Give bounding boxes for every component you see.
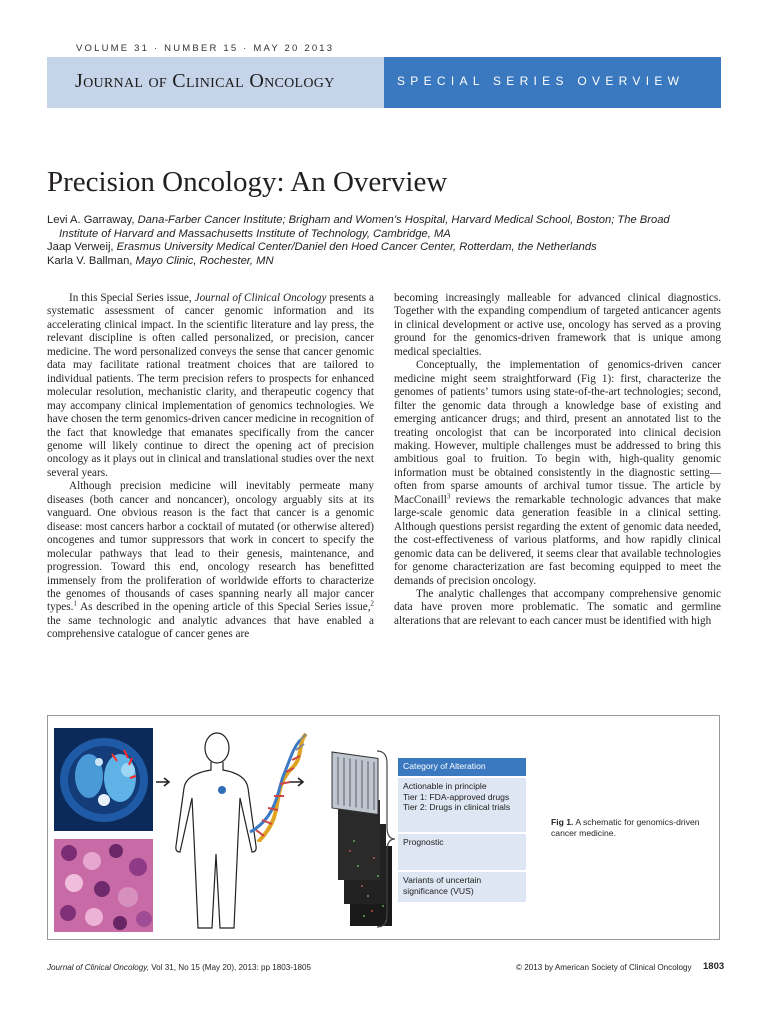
masthead-left-panel — [47, 57, 384, 108]
table-row-actionable — [398, 778, 526, 832]
volume-line: VOLUME 31 · NUMBER 15 · MAY 20 2013 — [76, 43, 335, 54]
body-column-left — [47, 292, 374, 642]
table-row-prognostic — [398, 834, 526, 870]
author-entry — [47, 241, 737, 255]
author-name: Karla V. Ballman, — [47, 254, 133, 267]
series-label: SPECIAL SERIES OVERVIEW — [397, 74, 685, 88]
body-paragraph: In this Special Series issue, Journal of Clinical Oncology presents a systematic assessment of cancer genomic information and its accelerating clinical impact. In the scientific literature and lay press, the relevant discipline is often called personalized, or precision, cancer medicine. The word personalized conveys the sense that cancer genomic data may facilitate rational treatment choices that are tailored to individual patients. The term precision refers to prospects for enhanced molecular resolution, mechanistic clarity, and therapeutic cogency that may accompany clinical implementation of genomics technologies. We have chosen the term genomics-driven cancer medicine in recognition of the fact that knowledge that emanates specifically from the cancer genome will likely continue to direct the opening act of precision oncology as it plays out in clinical and translational studies over the next several years. — [47, 292, 374, 479]
journal-title-inline: Journal of Clinical Oncology — [194, 292, 327, 304]
row-text: significance (VUS) — [403, 885, 474, 896]
arrow-right-icon — [290, 776, 306, 788]
author-affiliation: Dana-Farber Cancer Institute; Brigham and Women’s Hospital, Harvard Medical School, Boston; The Broad — [137, 214, 670, 226]
figure-1 — [47, 715, 720, 940]
row-text: Actionable in principle — [403, 781, 487, 791]
article-title: Precision Oncology: An Overview — [47, 166, 448, 198]
page-number: 1803 — [703, 961, 725, 972]
row-text: Tier 1: FDA-approved drugs — [403, 791, 510, 802]
body-paragraph: becoming increasingly malleable for advanced clinical diagnostics. Together with the expanding compendium of targeted anticancer agents in clinical development or active use, oncology has served as a proving ground for the genomics-driven framework that is unique among medical specialties. — [394, 292, 721, 358]
table-row-vus — [398, 872, 526, 902]
footer-citation — [47, 963, 311, 972]
author-affiliation: Mayo Clinic, Rochester, MN — [135, 254, 274, 267]
row-text: Variants of uncertain — [403, 875, 482, 885]
author-name: Levi A. Garraway, — [47, 214, 135, 226]
journal-name: Journal of Clinical Oncology — [75, 70, 335, 92]
author-affiliation-continued: Institute of Harvard and Massachusetts Institute of Technology, Cambridge, MA — [59, 227, 451, 240]
caption-label: Fig 1. — [551, 817, 574, 827]
reference-marker: 2 — [370, 599, 374, 608]
bracket-icon — [373, 749, 397, 929]
alteration-category-table — [398, 758, 526, 902]
author-entry — [47, 214, 737, 228]
body-column-right — [394, 292, 721, 628]
table-header: Category of Alteration — [398, 758, 526, 776]
histology-image — [54, 839, 153, 932]
row-text: Tier 2: Drugs in clinical trials — [403, 802, 511, 812]
row-text: Prognostic — [403, 837, 444, 847]
author-entry — [47, 255, 737, 269]
ct-scan-image — [54, 728, 153, 831]
masthead-right-panel — [384, 57, 721, 108]
author-name: Jaap Verweij, — [47, 241, 114, 254]
body-paragraph: Although precision medicine will inevitably permeate many diseases (both cancer and noncancer), oncology arguably sits at its vanguard. One obvious reason is the fact that cancer is a genomic disease: most cancers harbor a cocktail of mutated (or otherwise altered) oncogenes and tumor suppressors that work in concert to specify the molecular pathways that lead to their genesis, maintenance, and progression. Toward this end, oncology research has benefitted immensely from the proliferation of worldwide efforts to characterize the genomes of thousands of cases spanning nearly all major cancer types.$^1$ As described in the opening article of this Special Series issue,$^2$ the same technologic and analytic advances that have enabled a comprehensive catalogue of cancer genes are — [47, 480, 374, 641]
reference-marker: 1 — [73, 599, 77, 608]
body-paragraph: Conceptually, the implementation of genomics-driven cancer medicine might seem straightforward (Fig 1): first, characterize the genomes of patients’ tumors using state-of-the-art technologies; second, filter the genomic data through a knowledge base of existing and emerging anticancer drugs; and third, present an annotated list to the treating oncologist that can be incorporated into clinical decision making. However, multiple challenges must be addressed to bring this ambitious goal to fruition. To begin with, high-quality genomic information must be obtained consistently in the diagnostic setting—often from sparse amounts of archival tumor tissue. The article by MacConaill$^3$ reviews the remarkable technologic advances that make large-scale genomic data generation feasible in a clinical setting. Although questions persist regarding the extent of genomic data needed, the cost-effectiveness of various platforms, and how rapidly clinical genomic data can be delivered, it seems clear that available technologies for genome characterization are fast becoming equipped to meet the demands of precision oncology. — [394, 359, 721, 587]
reference-marker: 3 — [446, 492, 451, 501]
footer-copyright: © 2013 by American Society of Clinical Oncology — [516, 963, 692, 972]
author-affiliation: Erasmus University Medical Center/Daniel den Hoed Cancer Center, Rotterdam, the Netherlands — [116, 241, 597, 254]
body-paragraph: The analytic challenges that accompany comprehensive genomic data have proven more problematic. The somatic and germline alterations that are relevant to each cancer must be identified with high — [394, 587, 721, 627]
author-list — [47, 214, 737, 268]
footer-volume: Vol 31, No 15 (May 20), 2013: pp 1803-1805 — [148, 963, 311, 972]
caption-text: A schematic for genomics-driven cancer medicine. — [551, 817, 700, 838]
masthead — [47, 57, 721, 108]
figure-caption — [551, 817, 721, 839]
footer-journal: Journal of Clinical Oncology, — [47, 963, 149, 972]
